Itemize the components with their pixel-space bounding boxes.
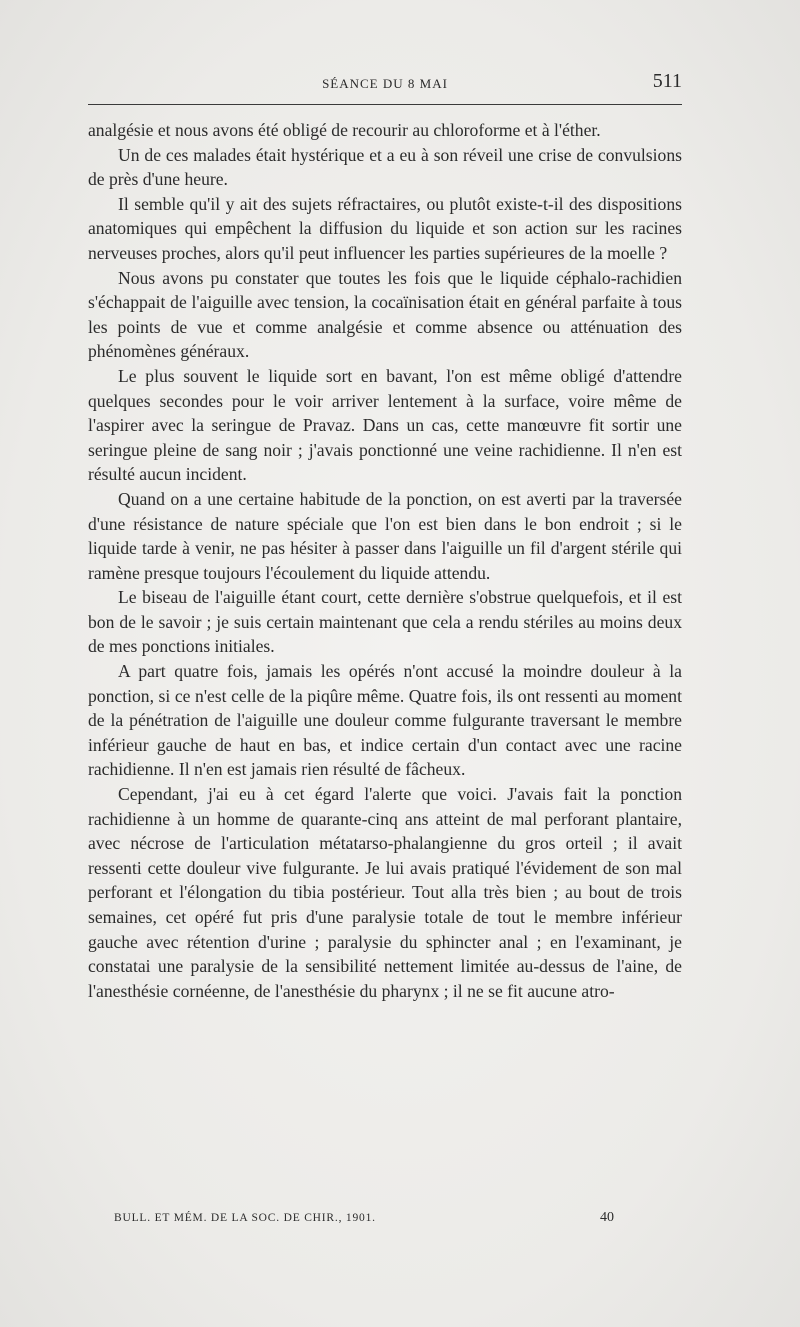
paragraph: analgésie et nous avons été obligé de recourir au chloroforme et à l'éther. <box>88 120 601 140</box>
paragraph: Un de ces malades était hystérique et a eu à son réveil une crise de convulsions de près d'une heure. <box>88 144 682 190</box>
body-text <box>88 118 682 1003</box>
paragraph: A part quatre fois, jamais les opérés n'ont accusé la moindre douleur à la ponction, si ce n'est celle de la piqûre même. Quatre fois, ils ont ressenti au moment de la pénétration de l'aiguille une douleur comme fulgurante traversant le membre inférieur gauche de haut en bas, et indice certain d'un contact avec une racine rachidienne. Il n'en est jamais rien résulté de fâcheux. <box>88 661 682 780</box>
journal-reference: BULL. ET MÉM. DE LA SOC. DE CHIR., 1901. <box>114 1212 376 1224</box>
paragraph: Cependant, j'ai eu à cet égard l'alerte que voici. J'avais fait la ponction rachidienne à un homme de quarante-cinq ans atteint de mal perforant plantaire, avec nécrose de l'articulation métatarso-phalangienne du gros orteil ; il avait ressenti cette douleur vive fulgurante. Je lui avais pratiqué l'évidement de son mal perforant et l'élongation du tibia postérieur. Tout alla très bien ; au bout de trois semaines, cet opéré fut pris d'une paralysie totale de tout le membre inférieur gauche avec rétention d'urine ; paralysie du sphincter anal ; en l'examinant, je constatai une paralysie de la sensibilité nettement limitée au-dessus de l'aine, de l'anesthésie cornéenne, de l'anesthésie du pharynx ; il ne se fit aucune atro- <box>88 784 682 1001</box>
page-number: 511 <box>652 70 682 92</box>
page-header <box>88 60 682 100</box>
paragraph: Nous avons pu constater que toutes les fois que le liquide céphalo-rachidien s'échappait de l'aiguille avec tension, la cocaïnisation était en général parfaite à tous les points de vue et comme analgésie et comme absence ou atténuation des phénomènes généraux. <box>88 267 682 362</box>
running-title: SÉANCE DU 8 MAI <box>322 76 448 91</box>
paragraph: Il semble qu'il y ait des sujets réfractaires, ou plutôt existe-t-il des dispositions anatomiques qui empêchent la diffusion du liquide et son action sur les racines nerveuses proches, alors qu'il peut influencer les parties supérieures de la moelle ? <box>88 193 682 263</box>
paragraph: Quand on a une certaine habitude de la ponction, on est averti par la traversée d'une résistance de nature spéciale que l'on est bien dans le bon endroit ; si le liquide tarde à venir, ne pas hésiter à passer dans l'aiguille un fil d'argent stérile qui ramène presque toujours l'écoulement du liquide attendu. <box>88 488 682 583</box>
header-rule <box>88 104 682 105</box>
paragraph: Le plus souvent le liquide sort en bavant, l'on est même obligé d'attendre quelques secondes pour le voir arriver lentement à la surface, voire même de l'aspirer avec la seringue de Pravaz. Dans un cas, cette manœuvre fit sortir une seringue pleine de sang noir ; j'avais ponctionné une veine rachidienne. Il n'en est résulté aucun incident. <box>88 365 682 485</box>
page-footer <box>88 1212 682 1232</box>
sheet-signature: 40 <box>600 1210 614 1225</box>
paragraph: Le biseau de l'aiguille étant court, cette dernière s'obstrue quelquefois, et il est bon de le savoir ; je suis certain maintenant que cela a rendu stériles au moins deux de mes ponctions initiales. <box>88 587 682 657</box>
